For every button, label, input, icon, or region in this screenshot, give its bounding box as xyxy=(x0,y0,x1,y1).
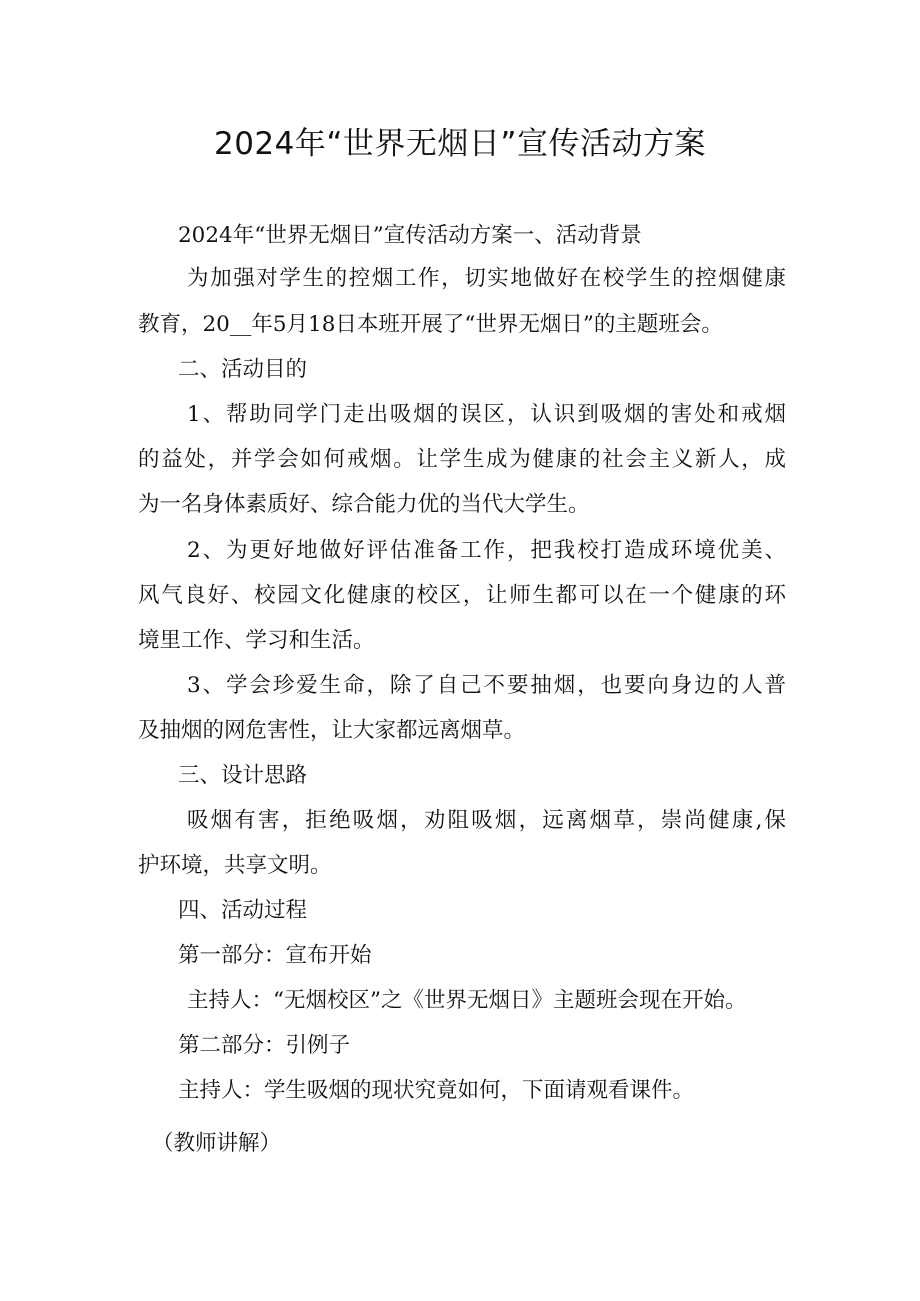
paragraph-line: 2、为更好地做好评估准备工作，把我校打造成环境优美、 xyxy=(187,538,786,563)
document-title: 2024年“世界无烟日”宣传活动方案 xyxy=(213,126,706,162)
paragraph-line: 1、帮助同学门走出吸烟的误区，认识到吸烟的害处和戒烟 xyxy=(187,402,786,427)
subsection-heading: 第二部分：引例子 xyxy=(178,1033,351,1058)
paragraph-line: 护环境，共享文明。 xyxy=(138,853,332,878)
paragraph-line: 境里工作、学习和生活。 xyxy=(138,628,375,653)
paragraph-line: 为一名身体素质好、综合能力优的当代大学生。 xyxy=(138,492,590,517)
paragraph-line: 2024年“世界无烟日”宣传活动方案一、活动背景 xyxy=(178,223,642,248)
paragraph-line: 为加强对学生的控烟工作，切实地做好在校学生的控烟健康 xyxy=(187,266,786,291)
section-heading: 四、活动过程 xyxy=(178,898,308,923)
paragraph-line: 及抽烟的网危害性，让大家都远离烟草。 xyxy=(138,718,526,743)
section-heading: 二、活动目的 xyxy=(178,357,308,382)
paragraph-line: 3、学会珍爱生命，除了自己不要抽烟，也要向身边的人普 xyxy=(187,673,786,698)
paragraph-line: 的益处，并学会如何戒烟。让学生成为健康的社会主义新人，成 xyxy=(138,447,786,472)
section-heading: 三、设计思路 xyxy=(178,763,308,788)
paragraph-line: 吸烟有害，拒绝吸烟，劝阻吸烟，远离烟草，崇尚健康,保 xyxy=(187,808,786,833)
paragraph-line: 风气良好、校园文化健康的校区，让师生都可以在一个健康的环 xyxy=(138,583,786,608)
subsection-heading: 第一部分：宣布开始 xyxy=(178,943,372,968)
paragraph-line: （教师讲解） xyxy=(152,1131,282,1156)
paragraph-line: 主持人：学生吸烟的现状究竟如何，下面请观看课件。 xyxy=(178,1078,695,1103)
paragraph-line: 教育，20__年5月18日本班开展了“世界无烟日”的主题班会。 xyxy=(138,312,723,337)
paragraph-line: 主持人：“无烟校区”之《世界无烟日》主题班会现在开始。 xyxy=(187,988,747,1013)
